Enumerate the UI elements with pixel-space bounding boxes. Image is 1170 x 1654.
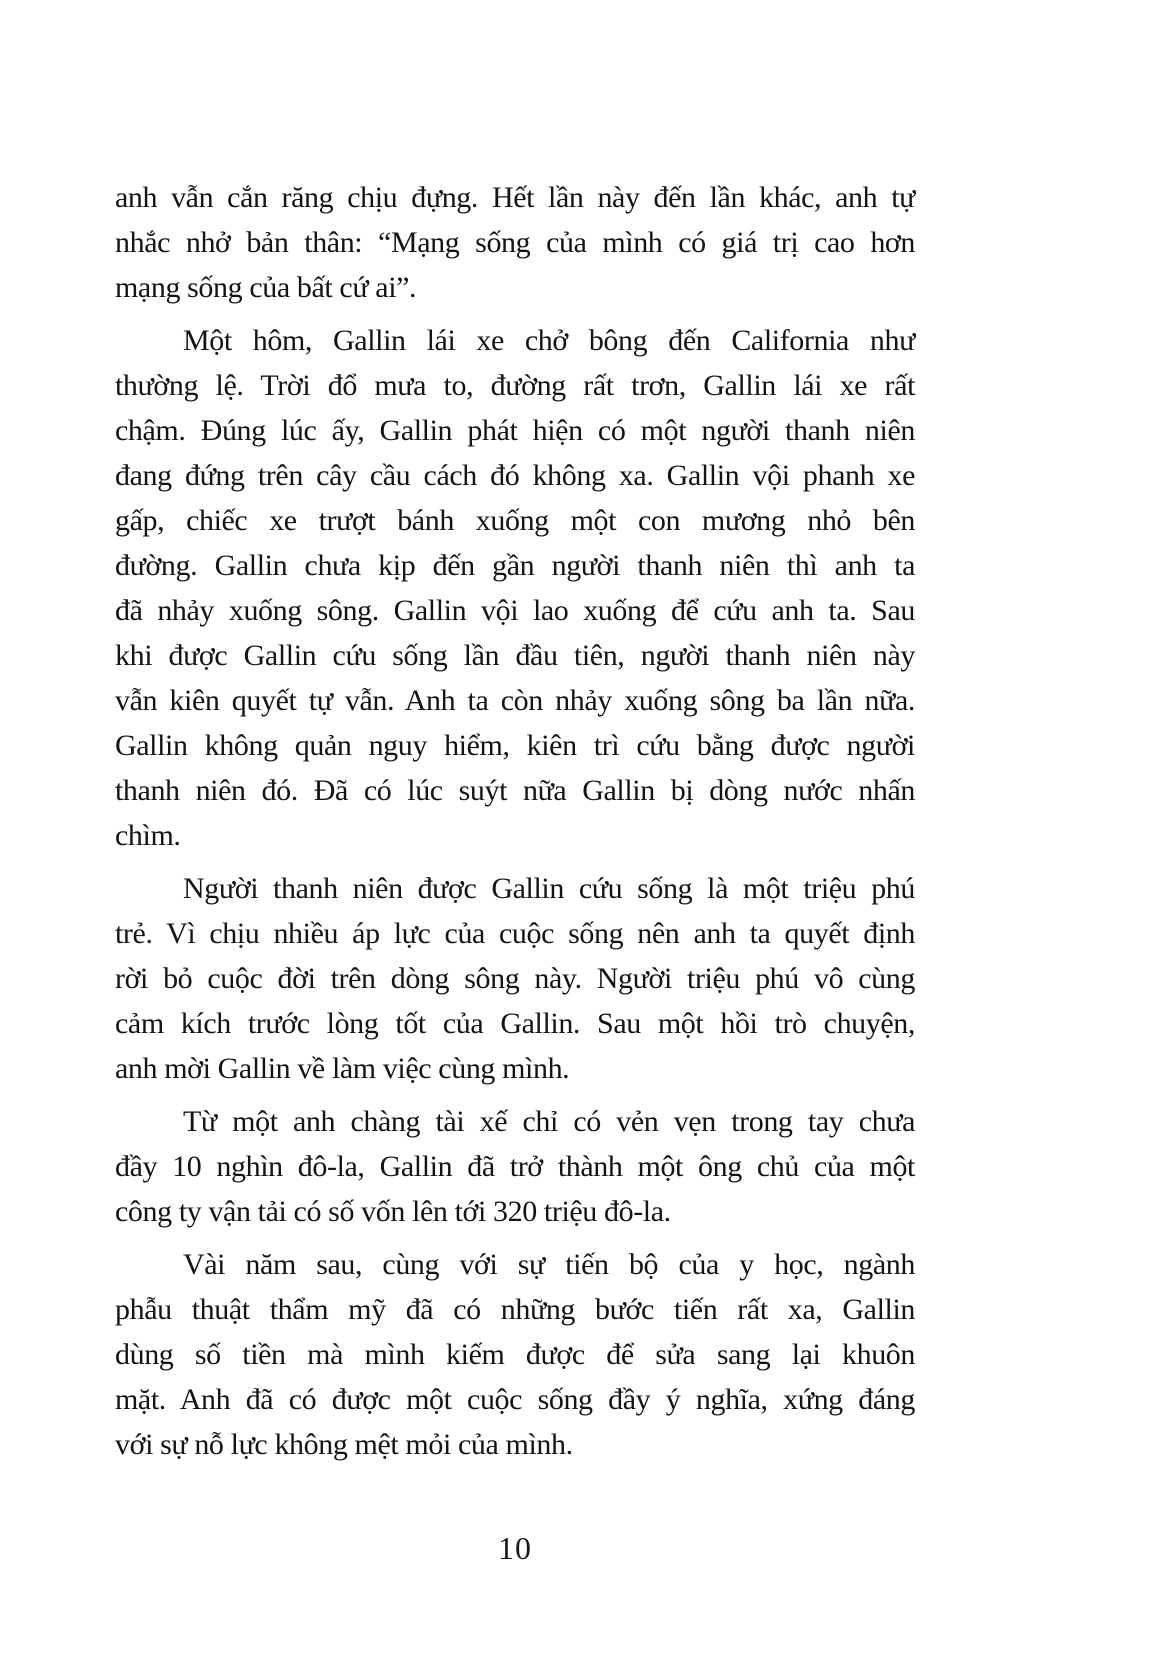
text-line: nhắc nhở bản thân: “Mạng sống của mình có giá trị cao hơn — [115, 226, 915, 259]
text-line: Vài năm sau, cùng với sự tiến bộ của y học, ngành — [183, 1248, 915, 1281]
text-line: chậm. Đúng lúc ấy, Gallin phát hiện có một người thanh niên — [115, 414, 915, 447]
text-line: thường lệ. Trời đổ mưa to, đường rất trơn, Gallin lái xe rất — [115, 369, 915, 402]
text-line: đang đứng trên cây cầu cách đó không xa. Gallin vội phanh xe — [115, 459, 915, 492]
text-line: phẫu thuật thẩm mỹ đã có những bước tiến rất xa, Gallin — [115, 1293, 915, 1326]
text-line: Gallin không quản nguy hiểm, kiên trì cứu bằng được người — [115, 729, 915, 762]
text-line: trẻ. Vì chịu nhiều áp lực của cuộc sống nên anh ta quyết định — [115, 917, 915, 950]
paragraph — [115, 1242, 915, 1467]
text-line: chìm. — [115, 819, 181, 852]
text-line: đầy 10 nghìn đô-la, Gallin đã trở thành một ông chủ của một — [115, 1150, 915, 1183]
text-line: Từ một anh chàng tài xế chỉ có vẻn vẹn trong tay chưa — [183, 1105, 915, 1138]
text-line: đường. Gallin chưa kịp đến gần người thanh niên thì anh ta — [115, 549, 915, 582]
text-line: mặt. Anh đã có được một cuộc sống đầy ý nghĩa, xứng đáng — [115, 1383, 915, 1416]
text-line: Người thanh niên được Gallin cứu sống là một triệu phú — [183, 872, 915, 905]
text-line: Một hôm, Gallin lái xe chở bông đến California như — [183, 324, 915, 357]
text-line: công ty vận tải có số vốn lên tới 320 triệu đô-la. — [115, 1195, 671, 1228]
text-line: cảm kích trước lòng tốt của Gallin. Sau một hồi trò chuyện, — [115, 1007, 915, 1040]
text-line: dùng số tiền mà mình kiếm được để sửa sang lại khuôn — [115, 1338, 915, 1371]
text-line: với sự nỗ lực không mệt mỏi của mình. — [115, 1428, 573, 1461]
text-line: anh vẫn cắn răng chịu đựng. Hết lần này đến lần khác, anh tự — [115, 181, 915, 214]
text-line: mạng sống của bất cứ ai”. — [115, 271, 417, 304]
paragraph — [115, 318, 915, 858]
text-line: gấp, chiếc xe trượt bánh xuống một con mương nhỏ bên — [115, 504, 915, 537]
page-number: 10 — [498, 1530, 532, 1566]
paragraph — [115, 175, 915, 310]
text-line: khi được Gallin cứu sống lần đầu tiên, người thanh niên này — [115, 639, 915, 672]
text-block — [115, 175, 915, 1475]
paragraph — [115, 866, 915, 1091]
text-line: vẫn kiên quyết tự vẫn. Anh ta còn nhảy xuống sông ba lần nữa. — [115, 684, 915, 717]
text-line: anh mời Gallin về làm việc cùng mình. — [115, 1052, 570, 1085]
text-line: đã nhảy xuống sông. Gallin vội lao xuống để cứu anh ta. Sau — [115, 594, 915, 627]
text-line: thanh niên đó. Đã có lúc suýt nữa Gallin bị dòng nước nhấn — [115, 774, 915, 807]
text-line: rời bỏ cuộc đời trên dòng sông này. Người triệu phú vô cùng — [115, 962, 915, 995]
paragraph — [115, 1099, 915, 1234]
